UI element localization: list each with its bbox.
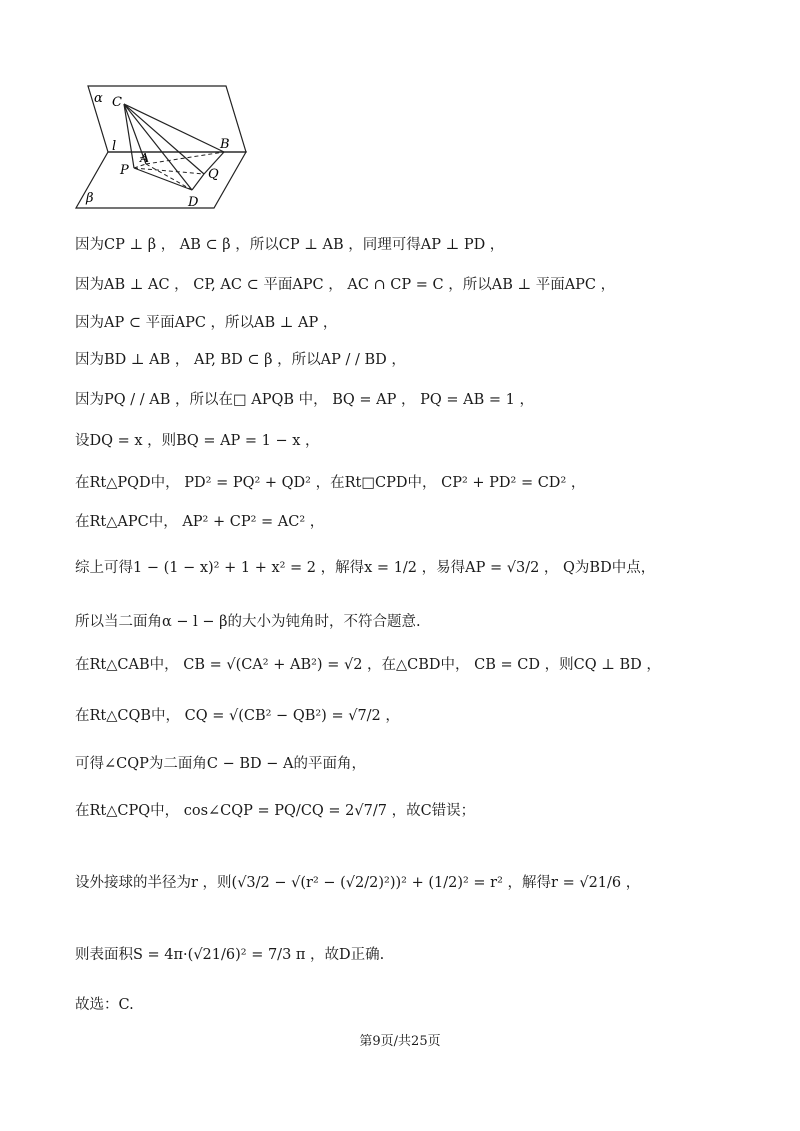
solution-line-3: 因为AP ⊂ 平面APC ，所以AB ⊥ AP ， bbox=[75, 315, 338, 331]
solution-line-1: 因为CP ⊥ β ， AB ⊂ β ，所以CP ⊥ AB ，同理可得AP ⊥ PD ， bbox=[75, 237, 505, 253]
label-A: A bbox=[140, 151, 149, 165]
geometry-figure bbox=[68, 78, 268, 214]
solution-line-6: 设DQ = x ，则BQ = AP = 1 − x ， bbox=[75, 433, 320, 449]
solution-line-7: 在Rt△PQD中， PD² = PQ² + QD² ，在Rt□CPD中， CP² + PD² = CD² ， bbox=[75, 475, 586, 491]
solution-line-11: 在Rt△CAB中， CB = √(CA² + AB²) = √2 ，在△CBD中， CB = CD ，则CQ ⊥ BD ， bbox=[75, 657, 661, 673]
page-footer: 第9页/共25页 bbox=[359, 1034, 441, 1049]
solution-line-13: 可得∠CQP为二面角C − BD − A的平面角， bbox=[75, 756, 366, 772]
solution-line-10: 所以当二面角α − l − β的大小为钝角时，不符合题意. bbox=[75, 614, 421, 630]
solution-line-4: 因为BD ⊥ AB ， AP, BD ⊂ β ，所以AP / / BD ， bbox=[75, 352, 406, 368]
solution-line-2: 因为AB ⊥ AC ， CP, AC ⊂ 平面APC ， AC ∩ CP = C ，所以AB ⊥ 平面APC ， bbox=[75, 277, 616, 293]
label-l: l bbox=[112, 139, 117, 154]
label-P: P bbox=[120, 163, 129, 178]
solution-line-14: 在Rt△CPQ中， cos∠CQP = PQ/CQ = 2√7/7 ，故C错误； bbox=[75, 803, 476, 819]
solution-line-8: 在Rt△APC中， AP² + CP² = AC² ， bbox=[75, 514, 325, 530]
solution-line-17: 故选：C. bbox=[75, 997, 134, 1013]
label-D: D bbox=[188, 195, 199, 210]
plane-beta bbox=[76, 152, 246, 208]
label-alpha: α bbox=[94, 91, 103, 106]
solution-line-5: 因为PQ / / AB ，所以在□ APQB 中， BQ = AP ， PQ = AB = 1 ， bbox=[75, 392, 534, 408]
label-Q: Q bbox=[208, 167, 219, 182]
solution-line-16: 则表面积S = 4π·(√21/6)² = 7/3 π ，故D正确. bbox=[75, 947, 385, 963]
solution-line-9: 综上可得1 − (1 − x)² + 1 + x² = 2 ，解得x = 1/2 ，易得AP = √3/2 ， Q为BD中点， bbox=[75, 560, 656, 576]
solution-line-15: 设外接球的半径为r ，则(√3/2 − √(r² − (√2/2)²))² + (1/2)² = r² ，解得r = √21/6 ， bbox=[75, 875, 641, 891]
label-beta: β bbox=[86, 191, 94, 206]
label-B: B bbox=[220, 137, 230, 152]
solution-line-12: 在Rt△CQB中， CQ = √(CB² − QB²) = √7/2 ， bbox=[75, 708, 400, 724]
label-C: C bbox=[112, 95, 122, 110]
